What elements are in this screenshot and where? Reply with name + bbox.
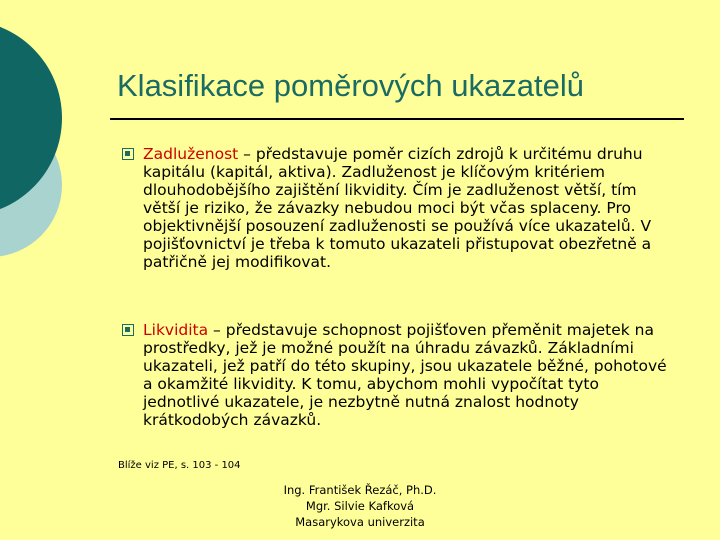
slide-title: Klasifikace poměrových ukazatelů bbox=[117, 68, 584, 103]
reference-note: Blíže viz PE, s. 103 - 104 bbox=[118, 460, 241, 471]
coauthor-name: Mgr. Silvie Kafková bbox=[305, 499, 415, 513]
bullet-likvidita bbox=[122, 321, 670, 429]
bullet-term: Zadluženost bbox=[143, 145, 239, 163]
decorative-circles bbox=[0, 0, 110, 300]
bullet-text bbox=[143, 321, 670, 429]
bullet-term: Likvidita bbox=[143, 321, 209, 339]
bullet-text bbox=[143, 145, 670, 271]
square-bullet-icon bbox=[122, 324, 134, 336]
bullet-zadluzenost bbox=[122, 145, 670, 271]
title-divider bbox=[110, 118, 684, 120]
bullet-description: – představuje poměr cizích zdrojů k určitému druhu kapitálu (kapitál, aktiva). Zadluženost je klíčovým kritériem dlouhodobějšího zajištění likvidity. Čím je zadluženost větší, tím větší je riziko, že závazky nebudou moci být včas splaceny. Pro objektivnější posouzení zadluženosti se používá více ukazatelů. V pojišťovnictví je třeba k tomuto ukazateli přistupovat obezřetně a patřičně jej modifikovat. bbox=[143, 145, 652, 271]
author-block bbox=[260, 482, 460, 530]
bullet-description: – představuje schopnost pojišťoven přeměnit majetek na prostředky, jež je možné použít na úhradu závazků. Základními ukazateli, jež patří do této skupiny, jsou ukazatele běžné, pohotové a okamžité likvidity. K tomu, abychom mohli vypočítat tyto jednotlivé ukazatele, je nezbytně nutná znalost hodnoty krátkodobých závazků. bbox=[143, 321, 667, 429]
author-name: Ing. František Řezáč, Ph.D. bbox=[283, 483, 437, 497]
institution: Masarykova univerzita bbox=[295, 515, 425, 529]
square-bullet-icon bbox=[122, 148, 134, 160]
